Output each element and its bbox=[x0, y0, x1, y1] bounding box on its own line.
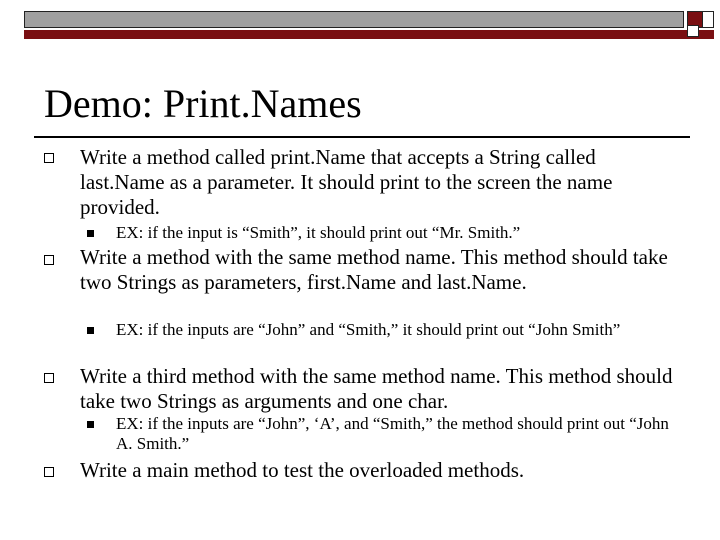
hollow-square-icon bbox=[44, 373, 54, 383]
hollow-square-icon bbox=[44, 153, 54, 163]
title-divider bbox=[34, 136, 690, 138]
bullet-item: Write a third method with the same method name. This method should take two Strings as arguments and one char. bbox=[80, 364, 673, 413]
hollow-square-icon bbox=[44, 255, 54, 265]
filled-square-icon bbox=[87, 421, 94, 428]
corner-decoration-small bbox=[687, 25, 699, 37]
slide-title: Demo: Print.Names bbox=[44, 81, 362, 126]
corner-decoration-light bbox=[702, 11, 714, 28]
bullet-item: Write a method with the same method name. This method should take two Strings as parameters, first.Name and last.Name. bbox=[80, 245, 668, 294]
sub-bullet-item: EX: if the inputs are “John”, ‘A’, and “Smith,” the method should print out “John A. Smith.” bbox=[116, 414, 669, 453]
header-accent-line bbox=[24, 30, 714, 39]
header-banner bbox=[24, 11, 684, 28]
filled-square-icon bbox=[87, 327, 94, 334]
bullet-item: Write a method called print.Name that accepts a String called last.Name as a parameter. It should print to the screen the name provided. bbox=[80, 145, 613, 219]
sub-bullet-item: EX: if the input is “Smith”, it should print out “Mr. Smith.” bbox=[116, 223, 521, 242]
bullet-item: Write a main method to test the overloaded methods. bbox=[80, 458, 525, 482]
hollow-square-icon bbox=[44, 467, 54, 477]
sub-bullet-item: EX: if the inputs are “John” and “Smith,” it should print out “John Smith” bbox=[116, 320, 621, 339]
filled-square-icon bbox=[87, 230, 94, 237]
